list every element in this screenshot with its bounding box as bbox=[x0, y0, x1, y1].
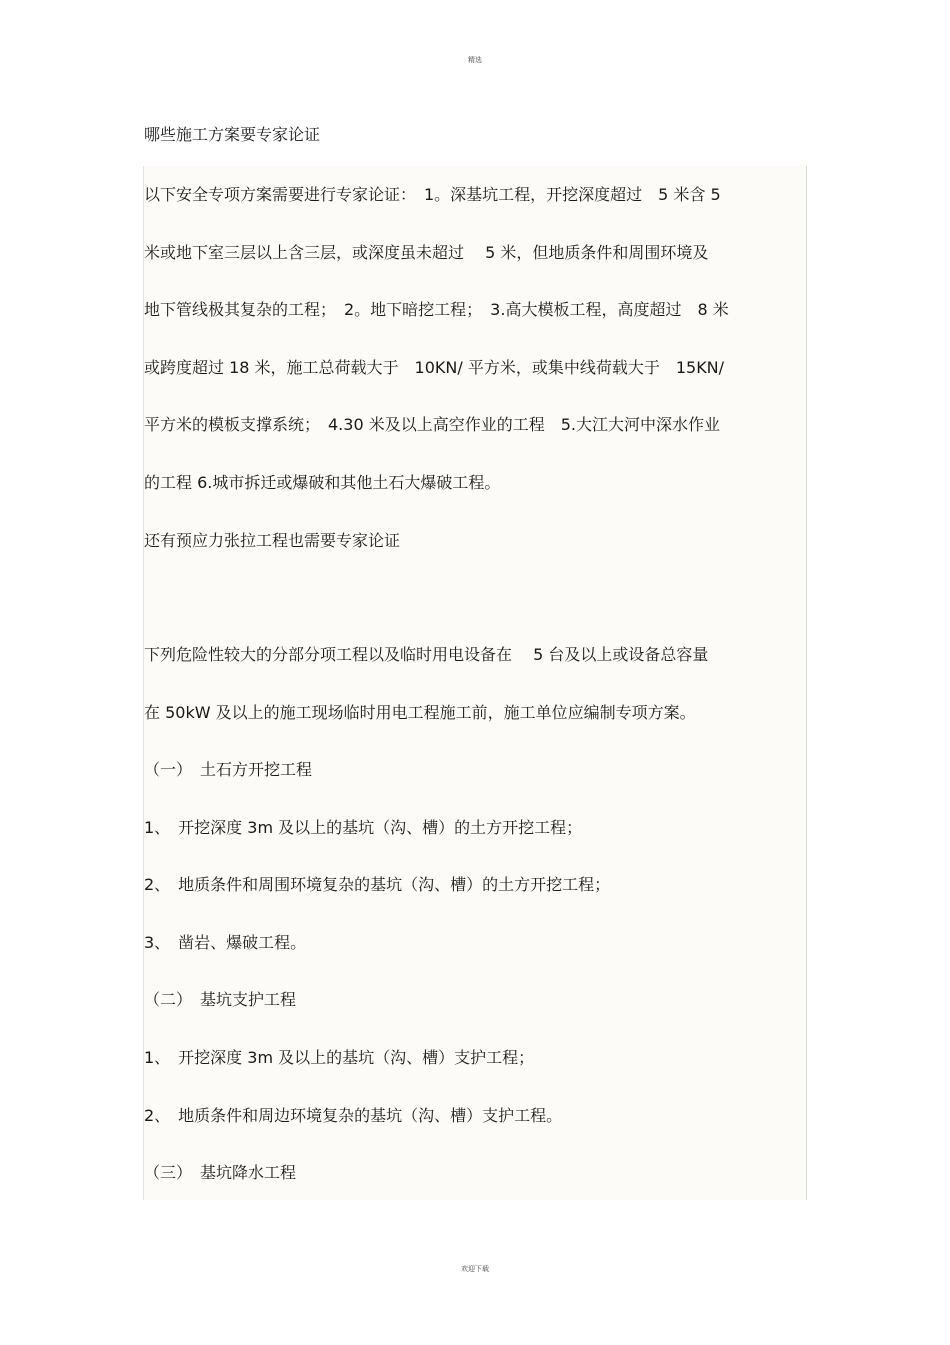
paragraph-line: 米或地下室三层以上含三层，或深度虽未超过 5 米，但地质条件和周围环境及 bbox=[144, 243, 709, 262]
paragraph-line: 平方米的模板支撑系统； 4.30 米及以上高空作业的工程 5.大江大河中深水作业 bbox=[144, 415, 720, 434]
section-heading: （二） 基坑支护工程 bbox=[144, 990, 297, 1009]
list-item: 2、 地质条件和周边环境复杂的基坑（沟、槽）支护工程。 bbox=[144, 1106, 563, 1125]
section-heading: （一） 土石方开挖工程 bbox=[144, 760, 313, 779]
document-title: 哪些施工方案要专家论证 bbox=[144, 125, 321, 144]
list-item: 3、 凿岩、爆破工程。 bbox=[144, 933, 307, 952]
paragraph-prestress: 还有预应力张拉工程也需要专家论证 bbox=[144, 531, 401, 550]
page-header-mark: 精选 bbox=[468, 56, 482, 64]
paragraph-line: 下列危险性较大的分部分项工程以及临时用电设备在 5 台及以上或设备总容量 bbox=[144, 645, 709, 664]
list-item: 2、 地质条件和周围环境复杂的基坑（沟、槽）的土方开挖工程； bbox=[144, 875, 611, 894]
paragraph-line: 的工程 6.城市拆迁或爆破和其他土石大爆破工程。 bbox=[144, 473, 501, 492]
page-footer-mark: 欢迎下载 bbox=[461, 1265, 489, 1273]
paragraph-line: 以下安全专项方案需要进行专家论证： 1。深基坑工程，开挖深度超过 5 米含 5 bbox=[144, 185, 721, 204]
paragraph-line: 或跨度超过 18 米，施工总荷载大于 10KN/ 平方米，或集中线荷载大于 15KN/ bbox=[144, 358, 725, 377]
paragraph-line: 在 50kW 及以上的施工现场临时用电工程施工前，施工单位应编制专项方案。 bbox=[144, 703, 696, 722]
content-panel bbox=[143, 166, 807, 1200]
list-item: 1、 开挖深度 3m 及以上的基坑（沟、槽）支护工程； bbox=[144, 1048, 535, 1067]
section-heading: （三） 基坑降水工程 bbox=[144, 1163, 297, 1182]
paragraph-line: 地下管线极其复杂的工程； 2。地下暗挖工程； 3.高大模板工程，高度超过 8 米 bbox=[144, 300, 729, 319]
list-item: 1、 开挖深度 3m 及以上的基坑（沟、槽）的土方开挖工程； bbox=[144, 818, 583, 837]
